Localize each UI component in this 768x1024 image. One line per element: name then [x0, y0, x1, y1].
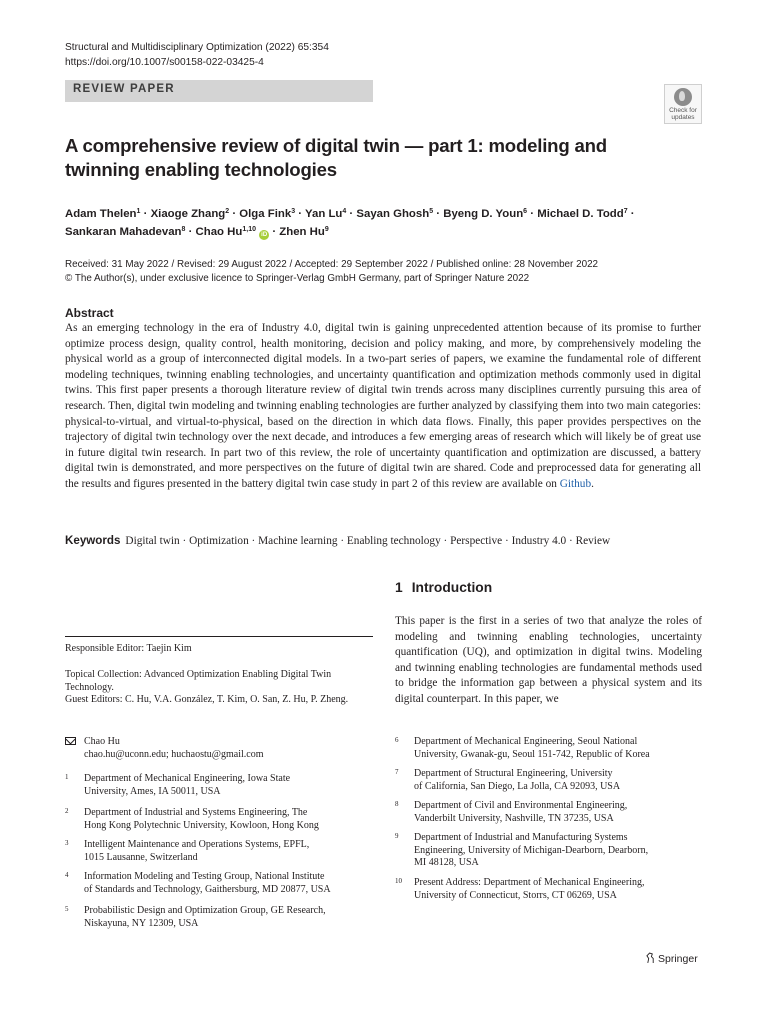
envelope-icon — [65, 737, 76, 745]
author-sep: · — [185, 226, 196, 238]
article-type-band — [65, 80, 373, 102]
affiliation-8: 8 Department of Civil and Environmental Engineering, Vanderbilt University, Nashville, TN 37235, USA — [395, 800, 628, 824]
author[interactable]: Sayan Ghosh$^5$ — [356, 208, 434, 220]
affiliation-5: 5 Probabilistic Design and Optimization Group, GE Research, Niskayuna, NY 12309, USA — [65, 905, 326, 929]
author[interactable]: Zhen Hu$^9$ — [279, 226, 329, 238]
author-sep: · — [269, 226, 280, 238]
guest-editors: Guest Editors: C. Hu, V.A. González, T. Kim, O. San, Z. Hu, P. Zheng. — [65, 694, 349, 706]
author-list — [65, 204, 685, 240]
springer-horse-icon — [646, 952, 655, 964]
abstract-heading: Abstract — [65, 306, 114, 320]
responsible-editor: Responsible Editor: Taejin Kim — [65, 643, 192, 654]
affiliation-4: 4 Information Modeling and Testing Group, National Institute of Standards and Technology, Gaithersburg, MD 20877, USA — [65, 871, 331, 895]
author[interactable]: Michael D. Todd$^7$ — [537, 208, 628, 220]
author-sep: · — [627, 208, 635, 220]
author-sep: · — [229, 208, 240, 220]
footnote-rule — [65, 636, 373, 637]
keywords — [65, 533, 705, 549]
affiliation-6: 6 Department of Mechanical Engineering, Seoul National University, Gwanak-gu, Seoul 151-742, Republic of Korea — [395, 736, 650, 760]
keywords-text: Digital twin · Optimization · Machine learning · Enabling technology · Perspective · Industry 4.0 · Review — [125, 535, 611, 547]
copyright: © The Author(s), under exclusive licence to Springer-Verlag GmbH Germany, part of Springer Nature 2022 — [65, 272, 530, 284]
journal-doi[interactable]: https://doi.org/10.1007/s00158-022-03425-4 — [65, 57, 264, 68]
publisher-name: Springer — [658, 953, 698, 965]
author-sep: · — [140, 208, 151, 220]
author[interactable]: Xiaoge Zhang$^2$ — [150, 208, 230, 220]
correspondence — [65, 735, 264, 761]
author[interactable]: Byeng D. Youn$^6$ — [443, 208, 528, 220]
article-title: A comprehensive review of digital twin — part 1: modeling and twinning enabling technologies — [65, 135, 607, 180]
badge-line-1: Check for — [669, 107, 697, 114]
affiliation-1: 1 Department of Mechanical Engineering, Iowa State University, Ames, IA 50011, USA — [65, 773, 291, 797]
author-sep: · — [295, 208, 306, 220]
badge-text — [665, 107, 701, 121]
introduction-heading: 1 Introduction — [395, 580, 493, 595]
collection-line: Topical Collection: Advanced Optimization Enabling Digital Twin Technology. — [65, 669, 332, 693]
github-link[interactable]: Github — [559, 477, 592, 490]
affiliation-3: 3 Intelligent Maintenance and Operations Systems, EPFL, 1015 Lausanne, Switzerland — [65, 839, 310, 863]
author-sep: · — [346, 208, 357, 220]
journal-citation: Structural and Multidisciplinary Optimization (2022) 65:354 — [65, 42, 329, 53]
introduction-text: This paper is the first in a series of two that analyze the roles of modeling and twinning enabling technologies, uncertainty quantification (UQ), and optimization in digital twins. Modeling and twinning enabling technologies are fundamental methods used to bridge the information gap between a physical system and its digital counterpart. In this paper, we — [395, 615, 702, 705]
publisher-footer — [646, 952, 698, 965]
orcid-icon[interactable]: iD — [261, 232, 268, 238]
check-for-updates-badge[interactable] — [664, 84, 702, 124]
history-dates: Received: 31 May 2022 / Revised: 29 August 2022 / Accepted: 29 September 2022 / Published online: 28 November 2022 — [65, 259, 599, 270]
abstract-text: As an emerging technology in the era of Industry 4.0, digital twin is gaining unprecedented attention because of its promise to further optimize process design, quality control, health monitoring, decision and policy making, and more, by comprehensively modeling the physical world as a group of interconnected digital models. In a two-part series of papers, we examine the fundamental role of different modeling techniques, twinning enabling technologies, and uncertainty quantification and optimization methods commonly used in digital twins. This first paper presents a thorough literature review of digital twin trends across many disciplines currently pursuing this area of research. Then, digital twin modeling and twinning enabling technologies are further analyzed by classifying them into two main categories: physical-to-virtual, and virtual-to-physical, based on the direction in which data flows. Finally, this paper provides perspectives on the trajectory of digital twin technology over the next decade, and introduces a few emerging areas of research which will likely be of great use in future digital twin research. In part two of this review, the role of uncertainty quantification and optimization are discussed, a battery digital twin is demonstrated, and more perspectives on the future of digital twin are shared. Code and preprocessed data for generating all the results and figures presented in the battery digital twin case study in part 2 of this review are available on Github. — [65, 322, 701, 490]
keywords-label: Keywords — [65, 534, 121, 547]
topical-collection — [65, 669, 371, 707]
corresponding-email[interactable]: chao.hu@uconn.edu; huchaostu@gmail.com — [84, 749, 264, 760]
author[interactable]: Yan Lu$^4$ — [305, 208, 347, 220]
check-updates-icon — [674, 88, 692, 106]
affiliation-7: 7 Department of Structural Engineering, University of California, San Diego, La Jolla, CA 92093, USA — [395, 768, 621, 792]
publication-dates — [65, 258, 598, 285]
author[interactable]: Adam Thelen$^1$ — [65, 208, 141, 220]
corresponding-author: Chao Hu — [84, 736, 120, 747]
affiliation-10: 10 Present Address: Department of Mechanical Engineering, University of Connecticut, Storrs, CT 06269, USA — [395, 877, 645, 901]
author[interactable]: Chao Hu$^{1,10}$ — [195, 226, 256, 238]
author-sep: · — [433, 208, 444, 220]
affiliation-2: 2 Department of Industrial and Systems Engineering, The Hong Kong Polytechnic University, Kowloon, Hong Kong — [65, 807, 319, 831]
badge-line-2: updates — [671, 114, 695, 121]
affiliation-9: 9 Department of Industrial and Manufacturing Systems Engineering, University of Michigan-Dearborn, Dearborn, MI 48128, USA — [395, 832, 649, 869]
article-type: REVIEW PAPER — [73, 83, 175, 95]
author[interactable]: Sankaran Mahadevan$^8$ — [65, 226, 186, 238]
journal-header — [65, 40, 329, 70]
author-sep: · — [527, 208, 538, 220]
author[interactable]: Olga Fink$^3$ — [239, 208, 296, 220]
